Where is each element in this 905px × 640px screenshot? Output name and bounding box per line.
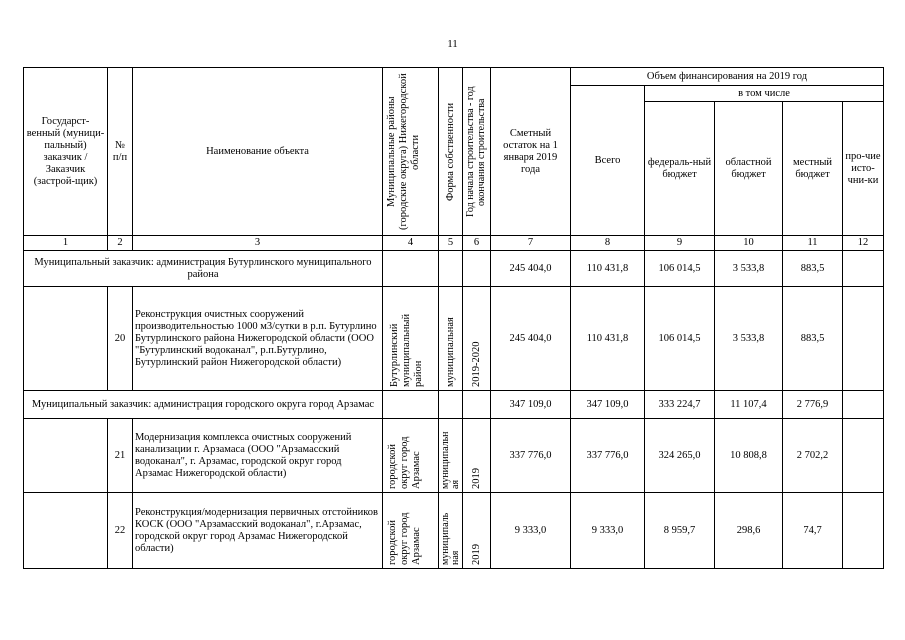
col-number: 8 bbox=[571, 236, 645, 251]
municipality-cell: городской округ город Арзамас bbox=[383, 419, 439, 493]
row-number: 20 bbox=[108, 287, 133, 391]
header-other: про-чие исто-чни-ки bbox=[843, 102, 884, 236]
group-title: Муниципальный заказчик: администрация Бутурлинского муниципального района bbox=[24, 251, 383, 287]
col-number: 10 bbox=[715, 236, 783, 251]
header-customer: Государст-венный (муници-пальный) заказчик / Заказчик (застрой-щик) bbox=[24, 68, 108, 236]
header-num: № п/п bbox=[108, 68, 133, 236]
ownership-cell: муниципальн ая bbox=[439, 419, 463, 493]
balance-cell: 9 333,0 bbox=[491, 493, 571, 569]
col-number: 3 bbox=[133, 236, 383, 251]
col-number: 4 bbox=[383, 236, 439, 251]
table-row bbox=[24, 419, 884, 493]
row-number: 21 bbox=[108, 419, 133, 493]
local-cell: 2 776,9 bbox=[783, 391, 843, 419]
col-number: 1 bbox=[24, 236, 108, 251]
empty-cell bbox=[24, 287, 108, 391]
years-cell: 2019 bbox=[463, 419, 491, 493]
header-including: в том числе bbox=[645, 86, 884, 102]
regional-cell: 10 808,8 bbox=[715, 419, 783, 493]
years-cell: 2019 bbox=[463, 493, 491, 569]
empty-cell bbox=[843, 287, 884, 391]
local-cell: 883,5 bbox=[783, 287, 843, 391]
balance-cell: 337 776,0 bbox=[491, 419, 571, 493]
col-number: 11 bbox=[783, 236, 843, 251]
header-financing: Объем финансирования на 2019 год bbox=[571, 68, 884, 86]
table-row bbox=[24, 287, 884, 391]
header-municipality: Муниципальные районы (городские округа) Нижегородской области bbox=[383, 68, 439, 236]
group-title: Муниципальный заказчик: администрация городского округа город Арзамас bbox=[24, 391, 383, 419]
group-row bbox=[24, 391, 884, 419]
federal-cell: 106 014,5 bbox=[645, 251, 715, 287]
total-cell: 347 109,0 bbox=[571, 391, 645, 419]
balance-cell: 245 404,0 bbox=[491, 251, 571, 287]
local-cell: 883,5 bbox=[783, 251, 843, 287]
empty-cell bbox=[843, 493, 884, 569]
municipality-cell: Бутурлинский муниципальный район bbox=[383, 287, 439, 391]
object-name: Реконструкция/модернизация первичных отстойников КОСК (ООО "Арзамасский водоканал", г.Арзамас, городской округ город Арзамас Нижегородской области) bbox=[133, 493, 383, 569]
local-cell: 74,7 bbox=[783, 493, 843, 569]
header-ownership: Форма собственности bbox=[439, 68, 463, 236]
local-cell: 2 702,2 bbox=[783, 419, 843, 493]
regional-cell: 3 533,8 bbox=[715, 287, 783, 391]
header-regional: областной бюджет bbox=[715, 102, 783, 236]
federal-cell: 106 014,5 bbox=[645, 287, 715, 391]
empty-cell bbox=[843, 391, 884, 419]
col-number: 7 bbox=[491, 236, 571, 251]
municipality-cell: городской округ город Арзамас bbox=[383, 493, 439, 569]
header-federal: федераль-ный бюджет bbox=[645, 102, 715, 236]
federal-cell: 324 265,0 bbox=[645, 419, 715, 493]
empty-cell bbox=[843, 419, 884, 493]
empty-cell bbox=[24, 493, 108, 569]
header-total: Всего bbox=[571, 86, 645, 236]
years-cell: 2019-2020 bbox=[463, 287, 491, 391]
row-number: 22 bbox=[108, 493, 133, 569]
total-cell: 9 333,0 bbox=[571, 493, 645, 569]
col-number: 12 bbox=[843, 236, 884, 251]
object-name: Модернизация комплекса очистных сооружений канализации г. Арзамаса (ООО "Арзамасский водоканал", г. Арзамас, городской округ город Арзамас Нижегородской области) bbox=[133, 419, 383, 493]
federal-cell: 8 959,7 bbox=[645, 493, 715, 569]
header-local: местный бюджет bbox=[783, 102, 843, 236]
empty-cell bbox=[463, 391, 491, 419]
empty-cell bbox=[463, 251, 491, 287]
group-row bbox=[24, 251, 884, 287]
ownership-cell: муниципальная bbox=[439, 287, 463, 391]
header-object-name: Наименование объекта bbox=[133, 68, 383, 236]
col-number: 5 bbox=[439, 236, 463, 251]
object-name: Реконструкция очистных сооружений производительностью 1000 м3/сутки в р.п. Бутурлино Бутурлинского района Нижегородской области (ООО "Бутурлинский водоканал", р.п.Бутурлино, Бутурлинский район Нижегородской области) bbox=[133, 287, 383, 391]
col-number: 2 bbox=[108, 236, 133, 251]
empty-cell bbox=[383, 251, 439, 287]
empty-cell bbox=[383, 391, 439, 419]
column-numbers-row bbox=[24, 236, 884, 251]
empty-cell bbox=[439, 251, 463, 287]
balance-cell: 347 109,0 bbox=[491, 391, 571, 419]
total-cell: 337 776,0 bbox=[571, 419, 645, 493]
total-cell: 110 431,8 bbox=[571, 251, 645, 287]
financing-table bbox=[23, 67, 884, 569]
ownership-cell: муниципаль ная bbox=[439, 493, 463, 569]
regional-cell: 11 107,4 bbox=[715, 391, 783, 419]
total-cell: 110 431,8 bbox=[571, 287, 645, 391]
empty-cell bbox=[24, 419, 108, 493]
header-balance: Сметный остаток на 1 января 2019 года bbox=[491, 68, 571, 236]
regional-cell: 3 533,8 bbox=[715, 251, 783, 287]
table-row bbox=[24, 493, 884, 569]
page-number: 11 bbox=[447, 38, 458, 50]
regional-cell: 298,6 bbox=[715, 493, 783, 569]
col-number: 6 bbox=[463, 236, 491, 251]
empty-cell bbox=[843, 251, 884, 287]
balance-cell: 245 404,0 bbox=[491, 287, 571, 391]
col-number: 9 bbox=[645, 236, 715, 251]
header-years: Год начала строительства - год окончания строительства bbox=[463, 68, 491, 236]
empty-cell bbox=[439, 391, 463, 419]
federal-cell: 333 224,7 bbox=[645, 391, 715, 419]
